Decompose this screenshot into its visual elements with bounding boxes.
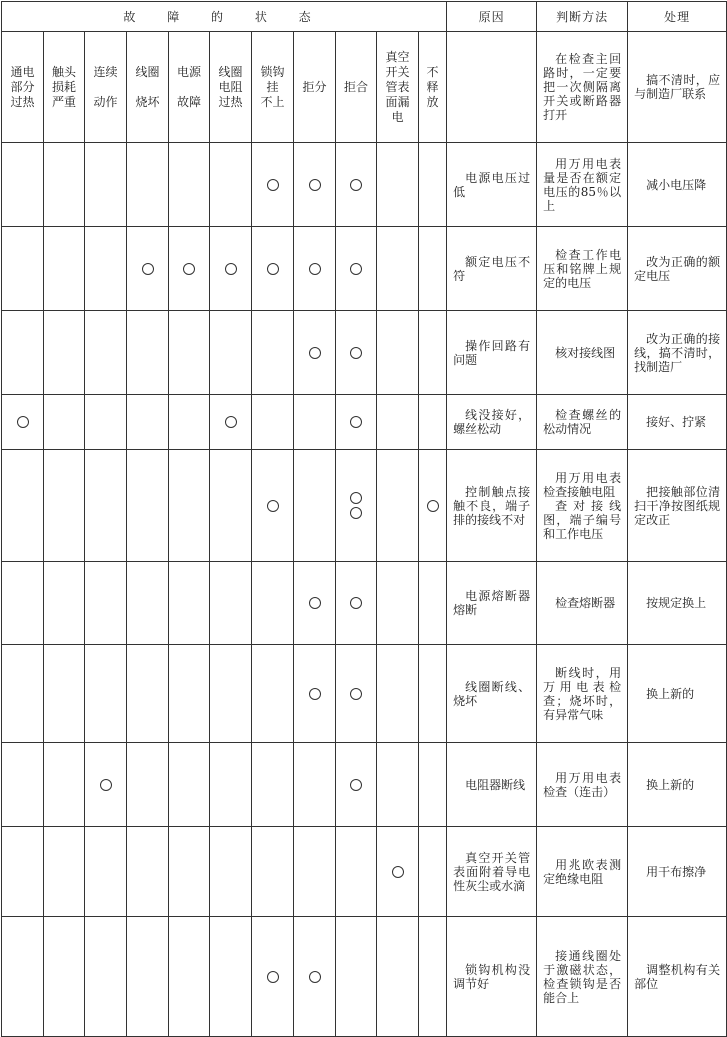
state-mark-group — [339, 492, 373, 519]
state-mark-group — [297, 347, 332, 359]
state-cell — [127, 395, 169, 450]
state-cell — [336, 917, 377, 1037]
general-action-text: 搞不清时，应与制造厂联系 — [634, 73, 721, 101]
state-cell — [2, 311, 44, 395]
reason-header: 原因 — [447, 2, 537, 32]
state-cell — [377, 395, 419, 450]
state-cell — [2, 743, 44, 827]
state-mark-circle — [350, 779, 362, 791]
state-cell — [336, 227, 377, 311]
state-cell — [85, 311, 127, 395]
fault-row — [2, 311, 727, 395]
state-mark-circle — [350, 416, 362, 428]
method-cell — [537, 743, 628, 827]
state-cell — [127, 917, 169, 1037]
state-cell — [127, 311, 169, 395]
state-cell — [377, 562, 419, 645]
state-cell — [252, 311, 294, 395]
state-mark-circle — [309, 263, 321, 275]
action-cell — [628, 227, 727, 311]
state-cell — [419, 450, 447, 562]
state-mark-circle — [309, 347, 321, 359]
state-mark-group — [172, 263, 206, 275]
state-mark-circle — [225, 416, 237, 428]
state-mark-group — [5, 416, 40, 428]
state-cell — [44, 143, 85, 227]
reason-text: 额定电压不符 — [453, 254, 531, 283]
method-cell — [537, 143, 628, 227]
method-text: 用兆欧表测定绝缘电阻 — [543, 857, 622, 886]
state-mark-group — [339, 597, 373, 609]
method-text: 查对接线图，端子编号和工作电压 — [543, 498, 622, 541]
state-mark-circle — [17, 416, 29, 428]
state-cell — [85, 645, 127, 743]
state-cell — [294, 645, 336, 743]
state-header-3: 线圈 烧坏 — [127, 32, 169, 143]
state-mark-circle — [267, 500, 279, 512]
state-cell — [210, 645, 252, 743]
state-cell — [85, 395, 127, 450]
state-header-row — [2, 32, 727, 143]
state-mark-circle — [267, 263, 279, 275]
state-cell — [44, 395, 85, 450]
state-cell — [377, 143, 419, 227]
state-cell — [85, 450, 127, 562]
state-mark-circle — [350, 688, 362, 700]
fault-table-body — [2, 2, 727, 1037]
state-cell — [169, 450, 210, 562]
state-cell — [294, 227, 336, 311]
action-cell — [628, 395, 727, 450]
state-cell — [2, 450, 44, 562]
state-mark-circle — [309, 688, 321, 700]
action-text: 改为正确的接线，搞不清时，找制造厂 — [634, 331, 721, 374]
fault-row — [2, 227, 727, 311]
reason-cell — [447, 827, 537, 917]
state-cell — [294, 743, 336, 827]
state-cell — [294, 311, 336, 395]
state-mark-circle — [267, 179, 279, 191]
state-mark-group — [422, 500, 443, 512]
state-header-0: 通电 部分 过热 — [2, 32, 44, 143]
state-mark-group — [297, 971, 332, 983]
state-cell — [336, 827, 377, 917]
method-text: 检查螺丝的松动情况 — [543, 408, 622, 436]
state-cell — [419, 227, 447, 311]
state-cell — [85, 743, 127, 827]
state-mark-group — [213, 263, 248, 275]
fault-row — [2, 562, 727, 645]
action-text: 把接触部位清扫干净按图纸规定改正 — [634, 484, 721, 527]
state-cell — [2, 827, 44, 917]
state-mark-circle — [350, 597, 362, 609]
state-cell — [210, 743, 252, 827]
reason-text: 锁钩机构没调节好 — [453, 962, 531, 991]
action-text: 减小电压降 — [646, 177, 707, 192]
state-cell — [2, 143, 44, 227]
action-text: 用干布擦净 — [646, 864, 707, 879]
fault-row — [2, 143, 727, 227]
method-cell — [537, 395, 628, 450]
state-mark-circle — [225, 263, 237, 275]
state-cell — [44, 645, 85, 743]
state-cell — [294, 395, 336, 450]
reason-text: 电阻器断线 — [465, 777, 526, 792]
state-cell — [127, 562, 169, 645]
state-cell — [2, 395, 44, 450]
state-cell — [169, 645, 210, 743]
state-cell — [44, 562, 85, 645]
action-header: 处理 — [628, 2, 727, 32]
state-cell — [294, 917, 336, 1037]
fault-row — [2, 645, 727, 743]
fault-row — [2, 827, 727, 917]
state-header-8: 拒合 — [336, 32, 377, 143]
state-mark-group — [130, 263, 165, 275]
state-cell — [210, 143, 252, 227]
reason-cell — [447, 645, 537, 743]
fault-states-header: 故 障 的 状 态 — [2, 2, 447, 32]
state-cell — [294, 143, 336, 227]
method-text: 断线时，用万用电表检查；烧坏时，有异常气味 — [543, 665, 622, 722]
state-cell — [44, 743, 85, 827]
state-header-5: 线圈 电阻 过热 — [210, 32, 252, 143]
state-header-4: 电源 故障 — [169, 32, 210, 143]
state-mark-circle — [350, 492, 362, 504]
action-text: 换上新的 — [646, 777, 695, 792]
state-cell — [336, 645, 377, 743]
state-cell — [336, 395, 377, 450]
state-mark-circle — [309, 597, 321, 609]
state-cell — [2, 917, 44, 1037]
action-text: 按规定换上 — [646, 596, 707, 610]
state-mark-group — [213, 416, 248, 428]
state-cell — [44, 827, 85, 917]
state-mark-group — [255, 500, 290, 512]
state-mark-group — [339, 416, 373, 428]
state-mark-circle — [392, 866, 404, 878]
state-cell — [252, 645, 294, 743]
state-mark-circle — [350, 179, 362, 191]
state-header-6: 锁钩 挂 不上 — [252, 32, 294, 143]
reason-cell — [447, 395, 537, 450]
state-cell — [336, 562, 377, 645]
method-cell — [537, 311, 628, 395]
reason-text: 电源熔断器熔断 — [453, 589, 531, 617]
state-cell — [210, 395, 252, 450]
state-cell — [252, 395, 294, 450]
method-cell — [537, 227, 628, 311]
state-cell — [169, 917, 210, 1037]
reason-cell — [447, 562, 537, 645]
reason-text: 操作回路有问题 — [453, 338, 531, 367]
state-mark-circle — [350, 347, 362, 359]
method-text: 检查工作电压和铭牌上规定的电压 — [543, 247, 622, 290]
state-cell — [169, 743, 210, 827]
action-cell — [628, 311, 727, 395]
state-header-2: 连续 动作 — [85, 32, 127, 143]
state-cell — [294, 562, 336, 645]
state-mark-group — [339, 263, 373, 275]
reason-cell — [447, 311, 537, 395]
state-mark-circle — [100, 779, 112, 791]
method-text: 用万用电表量是否在额定电压的85％以上 — [543, 156, 622, 213]
state-mark-circle — [309, 179, 321, 191]
state-cell — [419, 311, 447, 395]
state-mark-group — [339, 179, 373, 191]
state-mark-circle — [309, 971, 321, 983]
method-cell — [537, 450, 628, 562]
state-cell — [252, 562, 294, 645]
state-cell — [44, 917, 85, 1037]
reason-text: 线没接好，螺丝松动 — [453, 408, 531, 436]
state-cell — [44, 450, 85, 562]
action-cell — [628, 645, 727, 743]
state-cell — [252, 227, 294, 311]
method-header: 判断方法 — [537, 2, 628, 32]
state-cell — [85, 917, 127, 1037]
state-cell — [252, 917, 294, 1037]
state-mark-circle — [350, 263, 362, 275]
state-cell — [169, 395, 210, 450]
general-reason-cell — [447, 32, 537, 143]
state-cell — [127, 743, 169, 827]
state-cell — [336, 143, 377, 227]
fault-row — [2, 917, 727, 1037]
fault-row — [2, 450, 727, 562]
action-text: 调整机构有关部位 — [634, 962, 721, 991]
state-cell — [44, 227, 85, 311]
fault-row — [2, 395, 727, 450]
reason-cell — [447, 917, 537, 1037]
method-text: 用万用电表检查接触电阻 — [543, 470, 622, 499]
state-mark-group — [297, 688, 332, 700]
state-cell — [419, 743, 447, 827]
state-mark-group — [297, 263, 332, 275]
general-method-cell — [537, 32, 628, 143]
state-cell — [377, 227, 419, 311]
general-method-text: 在检查主回路时，一定要把一次侧隔离开关或断路器打开 — [543, 52, 622, 122]
state-cell — [85, 562, 127, 645]
state-mark-circle — [427, 500, 439, 512]
state-cell — [210, 450, 252, 562]
state-cell — [336, 311, 377, 395]
state-mark-group — [339, 779, 373, 791]
state-cell — [377, 827, 419, 917]
state-cell — [169, 227, 210, 311]
header-row — [2, 2, 727, 32]
state-header-1: 触头 损耗 严重 — [44, 32, 85, 143]
state-cell — [85, 143, 127, 227]
state-cell — [252, 827, 294, 917]
method-cell — [537, 917, 628, 1037]
state-mark-group — [255, 971, 290, 983]
state-cell — [252, 450, 294, 562]
reason-cell — [447, 143, 537, 227]
state-mark-circle — [267, 971, 279, 983]
action-cell — [628, 143, 727, 227]
state-cell — [419, 395, 447, 450]
reason-text: 线圈断线、烧坏 — [453, 679, 531, 708]
method-cell — [537, 562, 628, 645]
state-cell — [127, 827, 169, 917]
state-cell — [377, 917, 419, 1037]
state-cell — [377, 645, 419, 743]
state-cell — [210, 311, 252, 395]
state-cell — [252, 743, 294, 827]
state-cell — [210, 827, 252, 917]
state-cell — [336, 450, 377, 562]
state-mark-group — [255, 263, 290, 275]
action-text: 换上新的 — [646, 686, 695, 701]
state-mark-group — [380, 866, 415, 878]
reason-text: 电源电压过低 — [453, 170, 531, 199]
state-mark-group — [88, 779, 123, 791]
method-cell — [537, 645, 628, 743]
state-mark-circle — [142, 263, 154, 275]
state-cell — [419, 645, 447, 743]
state-cell — [127, 645, 169, 743]
state-mark-group — [339, 688, 373, 700]
action-cell — [628, 917, 727, 1037]
state-cell — [169, 562, 210, 645]
state-mark-group — [297, 597, 332, 609]
method-text: 接通线圈处于激磁状态，检查锁钩是否能合上 — [543, 948, 622, 1005]
state-cell — [294, 827, 336, 917]
state-cell — [2, 562, 44, 645]
method-cell — [537, 827, 628, 917]
action-cell — [628, 743, 727, 827]
state-cell — [252, 143, 294, 227]
state-cell — [419, 143, 447, 227]
general-action-cell — [628, 32, 727, 143]
state-cell — [210, 227, 252, 311]
state-cell — [2, 227, 44, 311]
action-text: 改为正确的额定电压 — [634, 254, 721, 283]
reason-cell — [447, 743, 537, 827]
state-mark-circle — [183, 263, 195, 275]
state-cell — [169, 311, 210, 395]
state-cell — [169, 143, 210, 227]
reason-cell — [447, 450, 537, 562]
state-cell — [127, 227, 169, 311]
action-text: 接好、拧紧 — [646, 415, 707, 429]
method-text: 核对接线图 — [555, 345, 616, 360]
state-cell — [419, 827, 447, 917]
state-mark-circle — [350, 507, 362, 519]
state-cell — [419, 562, 447, 645]
reason-text: 真空开关管表面附着导电性灰尘或水滴 — [453, 850, 531, 893]
state-cell — [44, 311, 85, 395]
state-cell — [2, 645, 44, 743]
reason-text: 控制触点接触不良，端子排的接线不对 — [453, 484, 531, 527]
method-text: 用万用电表检查（连击） — [543, 770, 622, 799]
method-text: 检查熔断器 — [555, 596, 616, 610]
action-cell — [628, 562, 727, 645]
state-cell — [85, 227, 127, 311]
action-cell — [628, 450, 727, 562]
state-cell — [419, 917, 447, 1037]
state-cell — [294, 450, 336, 562]
state-mark-group — [255, 179, 290, 191]
state-header-7: 拒分 — [294, 32, 336, 143]
reason-cell — [447, 227, 537, 311]
state-cell — [127, 143, 169, 227]
state-cell — [377, 450, 419, 562]
state-cell — [85, 827, 127, 917]
action-cell — [628, 827, 727, 917]
state-header-9: 真空 开关 管表 面漏 电 — [377, 32, 419, 143]
state-header-10: 不 释 放 — [419, 32, 447, 143]
state-cell — [210, 917, 252, 1037]
state-cell — [336, 743, 377, 827]
fault-row — [2, 743, 727, 827]
state-cell — [169, 827, 210, 917]
state-mark-group — [339, 347, 373, 359]
state-cell — [377, 743, 419, 827]
state-cell — [127, 450, 169, 562]
state-cell — [210, 562, 252, 645]
state-cell — [377, 311, 419, 395]
state-mark-group — [297, 179, 332, 191]
fault-table — [1, 1, 727, 1037]
